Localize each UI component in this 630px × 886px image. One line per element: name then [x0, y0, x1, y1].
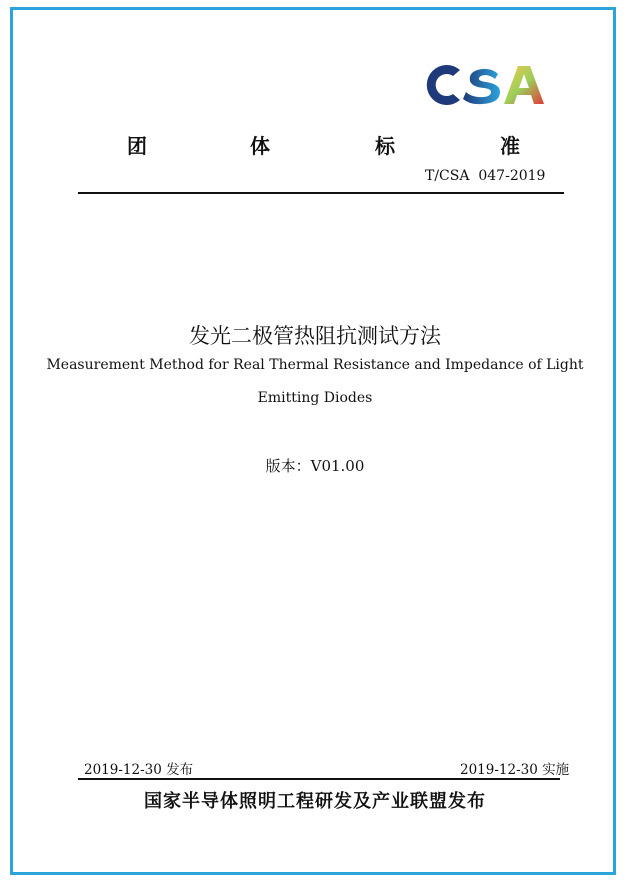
- standard-type: [0, 130, 630, 160]
- standard-type-char: 体: [250, 134, 270, 158]
- standard-type-char: 准: [500, 134, 520, 158]
- logo-letter-c: [427, 65, 460, 105]
- standard-type-char: 团: [127, 134, 147, 158]
- title-chinese: 发光二极管热阻抗测试方法: [189, 324, 441, 348]
- csa-logo: [420, 60, 545, 110]
- release-date: 2019-12-30 发布: [84, 762, 194, 778]
- bottom-divider: [78, 778, 560, 780]
- version-label: 版本：V01.00: [265, 457, 365, 475]
- standard-type-char: 标: [375, 134, 395, 158]
- title-english-line2: Emitting Diodes: [257, 390, 373, 406]
- logo-letter-a: [504, 66, 544, 104]
- standard-code: T/CSA 047-2019: [425, 168, 546, 184]
- publisher: 国家半导体照明工程研发及产业联盟发布: [144, 791, 486, 812]
- implement-date: 2019-12-30 实施: [460, 762, 570, 778]
- title-english-line1: Measurement Method for Real Thermal Resistance and Impedance of Light: [46, 357, 584, 373]
- top-divider: [78, 192, 564, 194]
- logo-letter-s: [463, 69, 500, 104]
